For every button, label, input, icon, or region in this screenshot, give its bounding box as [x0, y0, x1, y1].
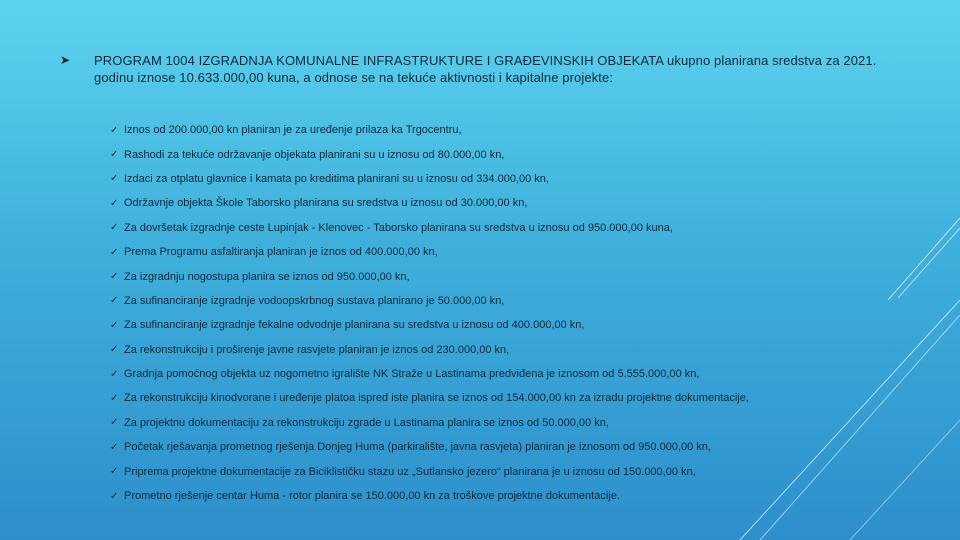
list-item-text: Gradnja pomoćnog objekta uz nogometno igralište NK Straže u Lastinama predviđena je iznosom od 5.555.000,00 kn,	[124, 368, 700, 381]
list-item-text: Za rekonstrukciju i proširenje javne rasvjete planiran je iznos od 230.000,00 kn,	[124, 343, 510, 356]
list-item	[110, 264, 830, 288]
checkmark-icon: ✓	[110, 246, 119, 258]
list-item	[110, 338, 830, 362]
list-item	[110, 216, 830, 240]
list-item-text: Rashodi za tekuće održavanje objekata planirani su u iznosu od 80.000,00 kn,	[124, 148, 505, 161]
list-item-text: Prometno rješenje centar Huma - rotor planira se 150.000,00 kn za troškove projektne dokumentacije.	[124, 490, 620, 503]
list-item	[110, 435, 830, 459]
checkmark-icon: ✓	[110, 392, 119, 404]
list-item	[110, 362, 830, 386]
list-item	[110, 191, 830, 215]
list-item-text: Za projektnu dokumentaciju za rekonstrukciju zgrade u Lastinama planira se iznos od 50.000,00 kn,	[124, 416, 609, 429]
main-bullet-item	[60, 52, 910, 86]
list-item-text: Za rekonstrukciju kinodvorane i uređenje platoa ispred iste planira se iznos od 154.000,00 kn za izradu projektne dokumentacije,	[124, 392, 749, 405]
list-item	[110, 411, 830, 435]
checkmark-icon: ✓	[110, 295, 119, 307]
list-item	[110, 142, 830, 166]
checkmark-icon: ✓	[110, 124, 119, 136]
list-item	[110, 459, 830, 483]
checkmark-icon: ✓	[110, 222, 119, 234]
list-item-text: Održavnje objekta Škole Taborsko planirana su sredstva u iznosu od 30.000,00 kn,	[124, 197, 528, 210]
list-item-text: Za sufinanciranje izgradnje vodoopskrbnog sustava planirano je 50.000,00 kn,	[124, 294, 505, 307]
list-item-text: Za izgradnju nogostupa planira se iznos od 950.000,00 kn,	[124, 270, 410, 283]
list-item-text: Izdaci za otplatu glavnice i kamata po kreditima planirani su u iznosu od 334.000,00 kn,	[124, 172, 549, 185]
main-bullet-text: PROGRAM 1004 IZGRADNJA KOMUNALNE INFRASTRUKTURE I GRAĐEVINSKIH OBJEKATA ukupno planirana sredstva za 2021. godinu iznose 10.633.000,00 kuna, a odnose se na tekuće aktivnosti i kapitalne projekte:	[94, 53, 877, 85]
list-item-text: Iznos od 200.000,00 kn planiran je za uređenje prilaza ka Trgocentru,	[124, 124, 462, 137]
checkmark-icon: ✓	[110, 271, 119, 283]
checkmark-icon: ✓	[110, 319, 119, 331]
list-item	[110, 313, 830, 337]
list-item-text: Prema Programu asfaltiranja planiran je iznos od 400.000,00 kn,	[124, 246, 438, 259]
checkmark-icon: ✓	[110, 344, 119, 356]
list-item	[110, 167, 830, 191]
list-item	[110, 240, 830, 264]
planned-items-list	[110, 118, 830, 508]
checkmark-icon: ✓	[110, 441, 119, 453]
list-item	[110, 118, 830, 142]
list-item-text: Za sufinanciranje izgradnje fekalne odvodnje planirana su sredstva u iznosu od 400.000,00 kn,	[124, 319, 585, 332]
checkmark-icon: ✓	[110, 466, 119, 478]
list-item-text: Za dovršetak izgradnje ceste Lupinjak - Klenovec - Taborsko planirana su sredstva u iznosu od 950.000,00 kuna,	[124, 221, 673, 234]
checkmark-icon: ✓	[110, 173, 119, 185]
list-item	[110, 386, 830, 410]
checkmark-icon: ✓	[110, 417, 119, 429]
checkmark-icon: ✓	[110, 368, 119, 380]
arrow-bullet-icon: ➤	[60, 53, 71, 67]
list-item	[110, 484, 830, 508]
list-item	[110, 289, 830, 313]
checkmark-icon: ✓	[110, 197, 119, 209]
checkmark-icon: ✓	[110, 490, 119, 502]
checkmark-icon: ✓	[110, 149, 119, 161]
list-item-text: Početak rješavanja prometnog rješenja Donjeg Huma (parkiralište, javna rasvjeta) planiran je iznosom od 950.000,00 kn,	[124, 441, 711, 454]
list-item-text: Priprema projektne dokumentacije za Biciklističku stazu uz „Sutlansko jezero“ planirana je u iznosu od 150.000,00 kn,	[124, 465, 696, 478]
